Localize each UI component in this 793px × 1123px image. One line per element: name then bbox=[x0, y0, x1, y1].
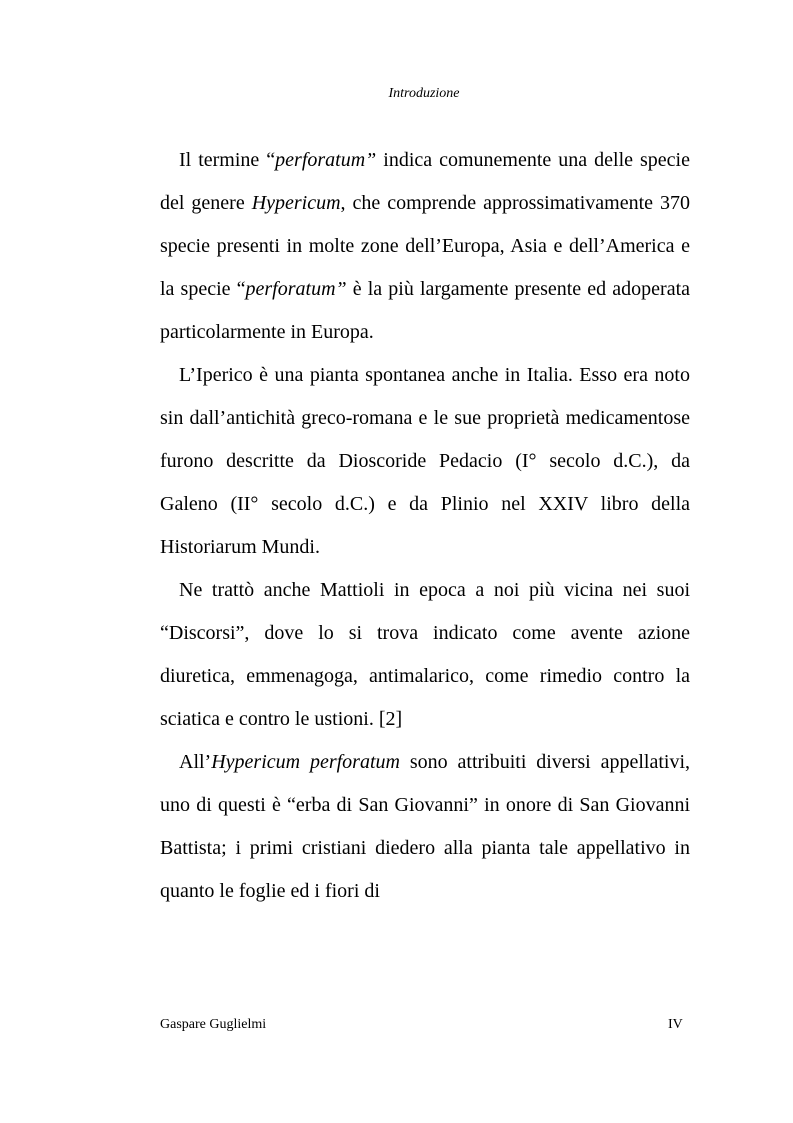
paragraph-1-text: è la più largamente presente ed adoperata particolarmente in Europa. bbox=[160, 278, 691, 343]
paragraph-4-text: sono attribuiti diversi appellativi, uno di questi è “erba di San Giovanni” in onore di San Giovanni Battista; i primi cristiani diedero alla pianta tale appellativo in quanto le foglie ed i fiori di bbox=[160, 751, 691, 902]
page-number: IV bbox=[668, 1017, 683, 1032]
paragraph-3: Ne trattò anche Mattioli in epoca a noi più vicina nei suoi “Discorsi”, dove lo si trova indicato come avente azione diuretica, emmenagoga, antimalarico, come rimedio contro la sciatica e contro le ustioni. [2] bbox=[160, 579, 690, 730]
footer-author: Gaspare Guglielmi bbox=[160, 1017, 267, 1032]
paragraph-4-species-name: Hypericum perforatum bbox=[211, 751, 400, 773]
body-text bbox=[160, 139, 690, 913]
running-header: Introduzione bbox=[388, 86, 460, 101]
paragraph-1-text: Il termine “ bbox=[179, 149, 276, 171]
paragraph-1-text: indica comunemente una delle specie del genere bbox=[160, 149, 690, 214]
paragraph-1-genus-name: Hypericum bbox=[251, 192, 341, 214]
paragraph-1-italic-term: perforatum” bbox=[275, 149, 377, 171]
paragraph-2: L’Iperico è una pianta spontanea anche in Italia. Esso era noto sin dall’antichità greco-romana e le sue proprietà medicamentose furono descritte da Dioscoride Pedacio (I° secolo d.C.), da Galeno (II° secolo d.C.) e da Plinio nel XXIV libro della Historiarum Mundi. bbox=[160, 364, 690, 558]
paragraph-4-text: All’ bbox=[179, 751, 212, 773]
paragraph-1-text: , che comprende approssimativamente 370 specie presenti in molte zone dell’Europa, Asia e dell’America e la specie “ bbox=[160, 192, 690, 300]
paragraph-1-italic-term: perforatum” bbox=[245, 278, 347, 300]
paragraph-1 bbox=[160, 139, 690, 354]
paragraph-4 bbox=[160, 741, 690, 913]
